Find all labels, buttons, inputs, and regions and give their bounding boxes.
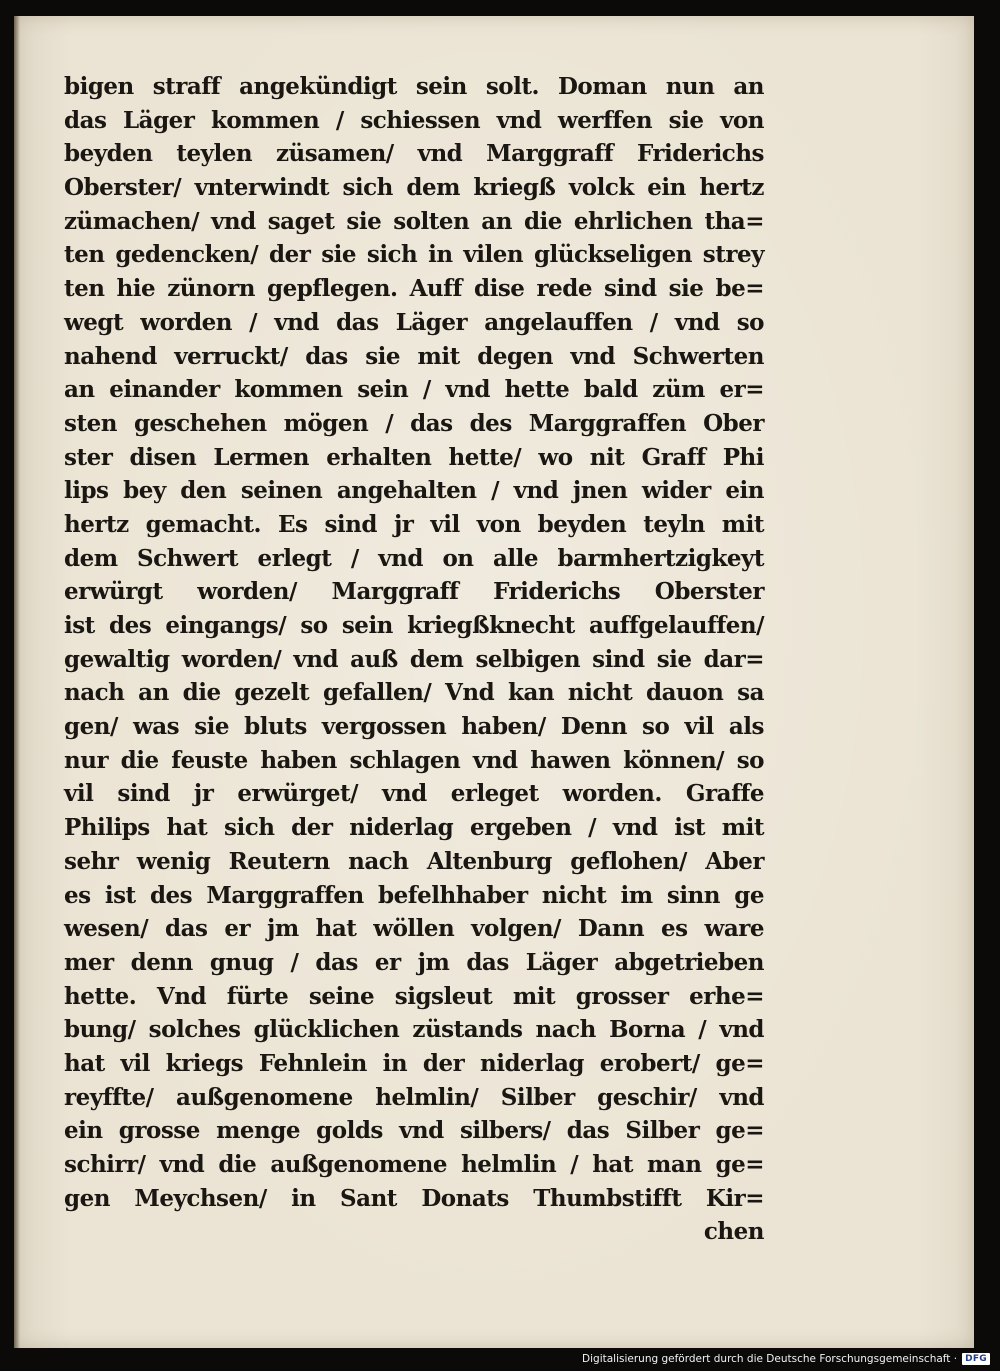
page-edge-shadow (14, 16, 20, 1348)
text-line: mer denn gnug / das er jm das Läger abgetrieben (64, 948, 764, 976)
text-line: dem Schwert erlegt / vnd on alle barmhertzigkeyt (64, 544, 764, 572)
text-line: ist des eingangs/ so sein kriegßknecht auffgelauffen/ (64, 612, 764, 639)
text-line: hette. Vnd fürte seine sigsleut mit grosser erhe= (64, 982, 764, 1010)
text-line: das Läger kommen / schiessen vnd werffen sie von (64, 106, 764, 134)
text-line: lips bey den seinen angehalten / vnd jnen wider ein (64, 477, 764, 505)
text-line: gen/ was sie bluts vergossen haben/ Denn so vil als (64, 713, 764, 741)
text-line: nach an die gezelt gefallen/ Vnd kan nicht dauon sa (64, 679, 764, 707)
dfg-logo-icon: DFG (962, 1353, 990, 1365)
text-line: gen Meychsen/ in Sant Donats Thumbstifft Kir= (64, 1184, 764, 1212)
text-line: zümachen/ vnd saget sie solten an die ehrlichen tha= (64, 207, 764, 235)
text-line: hat vil kriegs Fehnlein in der niderlag erobert/ ge= (64, 1049, 764, 1077)
catchword: chen (703, 1218, 764, 1246)
text-line: ten hie zünorn gepflegen. Auff dise rede sind sie be= (64, 275, 764, 303)
text-line: Oberster/ vnterwindt sich dem kriegß volck ein hertz (64, 174, 764, 202)
text-line: bigen straff angekündigt sein solt. Doman nun an (64, 73, 764, 100)
text-line: hertz gemacht. Es sind jr vil von beyden teyln mit (64, 510, 764, 538)
text-line: bung/ solches glücklichen züstands nach Borna / vnd (64, 1016, 764, 1044)
text-line: nur die feuste haben schlagen vnd hawen können/ so (64, 746, 764, 774)
text-line: an einander kommen sein / vnd hette bald züm er= (64, 376, 764, 404)
text-line: es ist des Marggraffen befelhhaber nicht im sinn ge (64, 881, 764, 909)
text-line: vil sind jr erwürget/ vnd erleget worden. Graffe (64, 780, 764, 808)
text-line: gewaltig worden/ vnd auß dem selbigen sind sie dar= (64, 645, 764, 673)
text-line: beyden teylen züsamen/ vnd Marggraff Friderichs (64, 140, 764, 168)
text-line: wegt worden / vnd das Läger angelauffen / vnd so (64, 308, 764, 336)
text-line: ten gedencken/ der sie sich in vilen glückseligen strey (64, 241, 764, 269)
credit-text: Digitalisierung gefördert durch die Deutsche Forschungsgemeinschaft · (582, 1353, 958, 1365)
text-line: Philips hat sich der niderlag ergeben / vnd ist mit (64, 814, 764, 842)
text-line: wesen/ das er jm hat wöllen volgen/ Dann es ware (64, 915, 764, 943)
page-text-block (64, 70, 764, 1249)
text-line: sehr wenig Reutern nach Altenburg geflohen/ Aber (64, 847, 764, 875)
text-line: erwürgt worden/ Marggraff Friderichs Oberster (64, 578, 764, 606)
text-line: nahend verruckt/ das sie mit degen vnd Schwerten (64, 342, 764, 370)
text-line: ein grosse menge golds vnd silbers/ das Silber ge= (64, 1117, 764, 1145)
text-line: ster disen Lermen erhalten hette/ wo nit Graff Phi (64, 443, 764, 471)
text-line: sten geschehen mögen / das des Marggraffen Ober (64, 409, 764, 437)
digitization-credit (582, 1353, 990, 1365)
text-line: schirr/ vnd die außgenomene helmlin / hat man ge= (64, 1151, 764, 1178)
text-line: reyffte/ außgenomene helmlin/ Silber geschir/ vnd (64, 1083, 764, 1111)
